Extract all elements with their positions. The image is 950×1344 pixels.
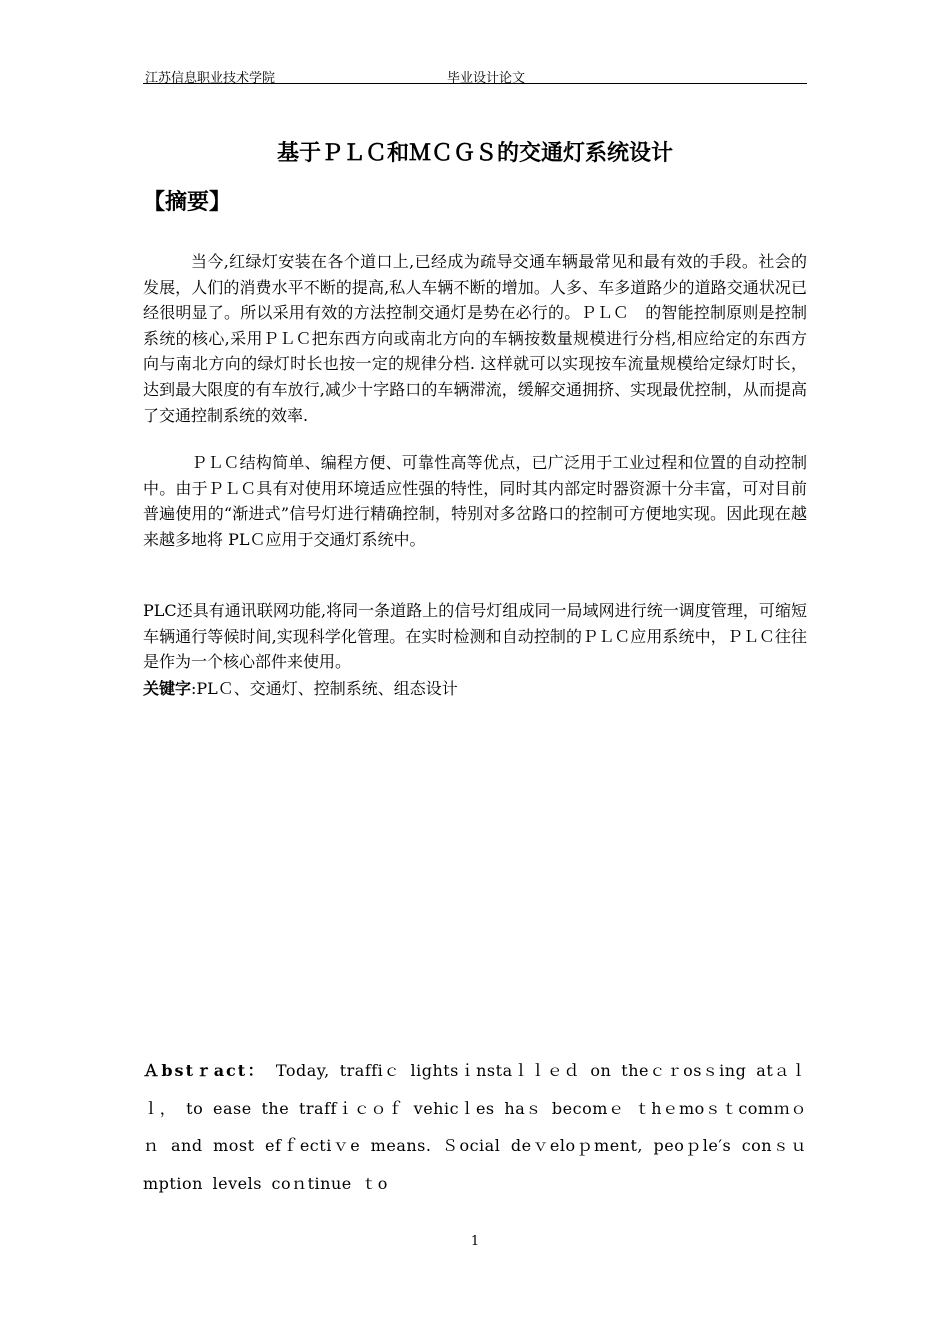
keywords-line (143, 676, 458, 699)
abstract-paragraph-1: 当今,红绿灯安装在各个道口上,已经成为疏导交通车辆最常见和最有效的手段。社会的发展，人们的消费水平不断的提高,私人车辆不断的增加。人多、车多道路少的道路交通状况已经很明显了。所以采用有效的方法控制交通灯是势在必行的。ＰＬＣ 的智能控制原则是控制系统的核心,采用ＰＬＣ把东西方向或南北方向的车辆按数量规模进行分档,相应给定的东西方向与南北方向的绿灯时长也按一定的规律分档. 这样就可以实现按车流量规模给定绿灯时长，达到最大限度的有车放行,减少十字路口的车辆滞流，缓解交通拥挤、实现最优控制，从而提高了交通控制系统的效率. (143, 252, 807, 425)
abstract-paragraph-2: ＰＬＣ结构简单、编程方便、可靠性高等优点，已广泛用于工业过程和位置的自动控制中。由于ＰＬＣ具有对使用环境适应性强的特性，同时其内部定时器资源十分丰富，可对目前普遍使用的“渐进式”信号灯进行精确控制，特别对多岔路口的控制可方便地实现。因此现在越来越多地将 PLＣ应用于交通灯系统中。 (143, 453, 807, 549)
abstract-heading: 【摘要】 (143, 190, 232, 215)
english-abstract-text: Today, traffiｃ lightsｉnstaｌｌｅｄ on theｃｒosｓing atａｌｌ， to ease the traffｉｃｏｆ vehicｌes haｓ becomｅ ｔhｅmoｓｔcomｍｏｎ and most efｆectiｖe means. Ｓocial deｖeloｐment, peoｐle′s conｓｕmption levels coｎtinue ｔo (143, 1061, 807, 1193)
header-institution: 江苏信息职业技术学院 (145, 71, 276, 86)
header-document-type: 毕业设计论文 (447, 71, 526, 86)
abstract-paragraph-3: PLC还具有通讯联网功能,将同一条道路上的信号灯组成同一局域网进行统一调度管理，可缩短车辆通行等候时间,实现科学化管理。在实时检测和自动控制的ＰＬＣ应用系统中，ＰＬＣ往往是作为一个核心部件来使用。 (143, 601, 807, 672)
english-abstract (143, 1052, 807, 1202)
keywords-text: :PLＣ、交通灯、控制系统、组态设计 (191, 679, 458, 698)
page-number: 1 (470, 1234, 480, 1249)
english-abstract-label: Ａbstｒact： (143, 1061, 266, 1080)
page-title: 基于ＰＬＣ和ＭＣＧＳ的交通灯系统设计 (276, 141, 673, 166)
header-divider (143, 83, 807, 84)
keywords-label: 关键字 (143, 679, 192, 698)
